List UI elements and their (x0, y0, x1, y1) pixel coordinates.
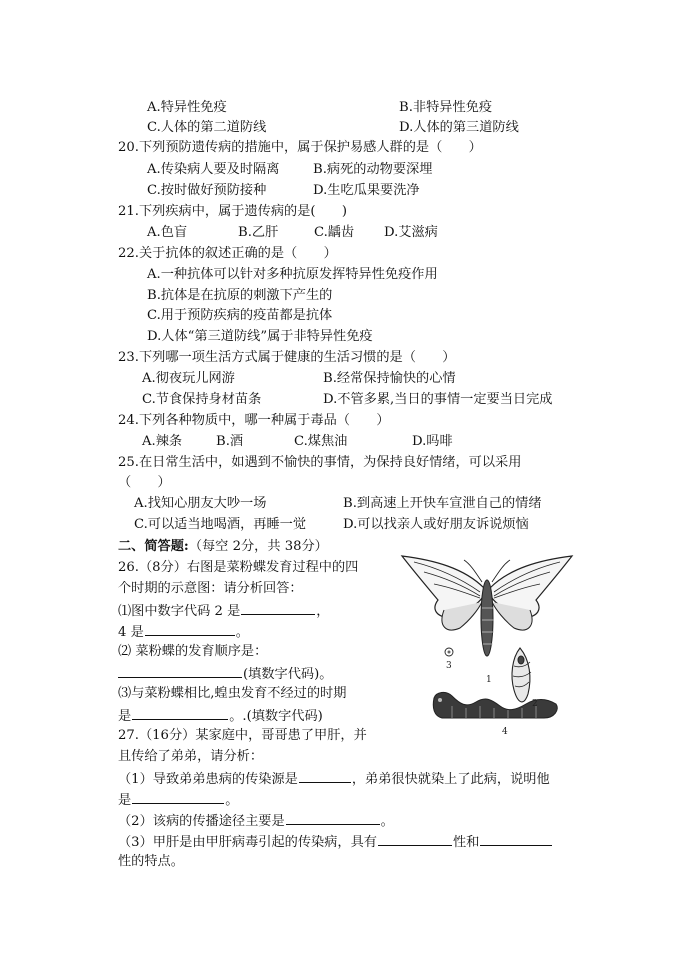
figure-label-4: 4 (502, 727, 508, 737)
q25-option-c: C.可以适当地喝酒，再睡一觉 (134, 517, 307, 532)
q22-option-b: B.抗体是在抗原的刺激下产生的 (147, 288, 333, 303)
q27-susceptible-blank[interactable] (132, 789, 224, 804)
q25-option-d: D.可以找亲人或好朋友诉说烦恼 (343, 517, 529, 532)
q27-q2-end: 。 (380, 814, 394, 829)
q27-property2-blank[interactable] (480, 831, 552, 846)
q26-q1b-end: 。 (235, 625, 249, 640)
butterfly-lifecycle-figure (394, 548, 580, 744)
section-score-note: （每空 2分，共 38分） (188, 539, 328, 554)
q26-line7: ⑶与菜粉蝶相比,蝗虫发育不经过的时期 (118, 686, 347, 701)
figure-label-1: 1 (486, 675, 492, 685)
q26-line3 (118, 600, 329, 622)
q22-stem: 22.关于抗体的叙述正确的是（ ） (118, 246, 337, 261)
q21-option-d: D.艾滋病 (384, 225, 438, 240)
q26-line5: ⑵ 菜粉蝶的发育顺序是： (118, 644, 268, 659)
section-heading (118, 537, 328, 557)
q27-q2-text: （2）该病的传播途径主要是 (118, 814, 285, 829)
q24-option-d: D.吗啡 (412, 434, 453, 449)
q26-line1: 26.（8分）右图是菜粉蝶发育过程中的四 (118, 560, 359, 575)
q27-q3-text: （3）甲肝是由甲肝病毒引起的传染病，具有 (118, 835, 377, 850)
q21-option-b: B.乙肝 (238, 225, 279, 240)
q21-option-c: C.龋齿 (314, 225, 355, 240)
q23-option-c: C.节食保持身材苗条 (142, 392, 262, 407)
q25-option-b: B.到高速上开快车宣泄自己的情绪 (343, 496, 542, 511)
q26-answer-4-blank[interactable] (145, 621, 235, 636)
q25-stem-line2: （ ） (118, 475, 171, 490)
q26-sequence-blank[interactable] (118, 663, 242, 678)
figure-label-3: 3 (446, 661, 452, 671)
q22-option-a: A.一种抗体可以针对多种抗原发挥特异性免疫作用 (147, 267, 438, 282)
q26-line2: 个时期的示意图：请分析回答： (118, 581, 303, 596)
pupa-image (512, 648, 531, 702)
q25-option-a: A.找知心朋友大吵一场 (134, 496, 267, 511)
q27-q1b-text: 是 (118, 793, 132, 808)
q23-option-d: D.不管多累,当日的事情一定要当日完成 (323, 392, 553, 407)
q19-option-c: C.人体的第二道防线 (147, 120, 267, 135)
q19-option-a: A.特异性免疫 (147, 100, 227, 115)
figure-label-2: 2 (532, 699, 538, 709)
q20-stem: 20.下列预防遗传病的措施中，属于保护易感人群的是（ ） (118, 140, 482, 155)
q21-stem: 21.下列疾病中，属于遗传病的是( ) (118, 204, 348, 219)
egg-image (445, 648, 453, 656)
adult-moth-image (402, 556, 572, 656)
q26-q2-end: (填数字代码)。 (243, 667, 333, 682)
q26-line6 (118, 663, 332, 685)
q19-option-b: B.非特异性免疫 (399, 100, 493, 115)
q21-option-a: A.色盲 (147, 225, 188, 240)
q19-option-d: D.人体的第三道防线 (399, 120, 519, 135)
q26-q1-end: ， (316, 604, 330, 619)
q22-option-d: D.人体“第三道防线”属于非特异性免疫 (147, 329, 373, 344)
q24-option-a: A.辣条 (142, 434, 183, 449)
q23-option-b: B.经常保持愉快的心情 (323, 371, 456, 386)
q26-q3-text: 是 (118, 709, 132, 724)
larva-image (433, 692, 557, 718)
q24-option-c: C.煤焦油 (294, 434, 348, 449)
q27-line2: 且传给了弟弟，请分析： (118, 749, 264, 764)
q27-property1-blank[interactable] (378, 831, 452, 846)
q26-q3-end: 。.(填数字代码) (229, 709, 323, 724)
q27-source-blank[interactable] (299, 768, 351, 783)
q26-answer-2-blank[interactable] (241, 600, 315, 615)
q26-stage-blank[interactable] (132, 705, 228, 720)
q20-option-c: C.按时做好预防接种 (147, 183, 267, 198)
q20-option-d: D.生吃瓜果要洗净 (313, 183, 420, 198)
q20-option-b: B.病死的动物要深埋 (313, 162, 433, 177)
q27-line3 (118, 768, 550, 790)
q27-line1: 27.（16分）某家庭中，哥哥患了甲肝，并 (118, 728, 367, 743)
q24-stem: 24.下列各种物质中，哪一种属于毒品（ ） (118, 413, 390, 428)
q27-q1b-end: 。 (225, 793, 239, 808)
q27-q1-mid: ，弟弟很快就染上了此病，说明他 (351, 772, 550, 787)
q27-line4 (118, 789, 238, 811)
q24-option-b: B.酒 (216, 434, 244, 449)
q26-q1b-text: 4 是 (118, 625, 144, 640)
q26-line8 (118, 705, 323, 727)
q27-q1-text: （1）导致弟弟患病的传染源是 (118, 772, 298, 787)
q27-route-blank[interactable] (286, 810, 380, 825)
q27-line7: 性的特点。 (118, 854, 184, 869)
q27-line5 (118, 810, 394, 832)
q26-q1-text: ⑴图中数字代码 2 是 (118, 604, 241, 619)
q20-option-a: A.传染病人要及时隔离 (147, 162, 280, 177)
q22-option-c: C.用于预防疾病的疫苗都是抗体 (147, 308, 333, 323)
section-title: 二、简答题: (118, 539, 189, 554)
q27-q3-mid: 性和 (452, 835, 480, 850)
q23-stem: 23.下列哪一项生活方式属于健康的生活习惯的是（ ） (118, 350, 456, 365)
q23-option-a: A.彻夜玩儿网游 (142, 371, 235, 386)
q27-line6 (118, 831, 553, 853)
q26-line4 (118, 621, 249, 643)
q25-stem-line1: 25.在日常生活中，如遇到不愉快的事情，为保持良好情绪，可以采用 (118, 455, 522, 470)
lifecycle-drawing (394, 548, 580, 744)
